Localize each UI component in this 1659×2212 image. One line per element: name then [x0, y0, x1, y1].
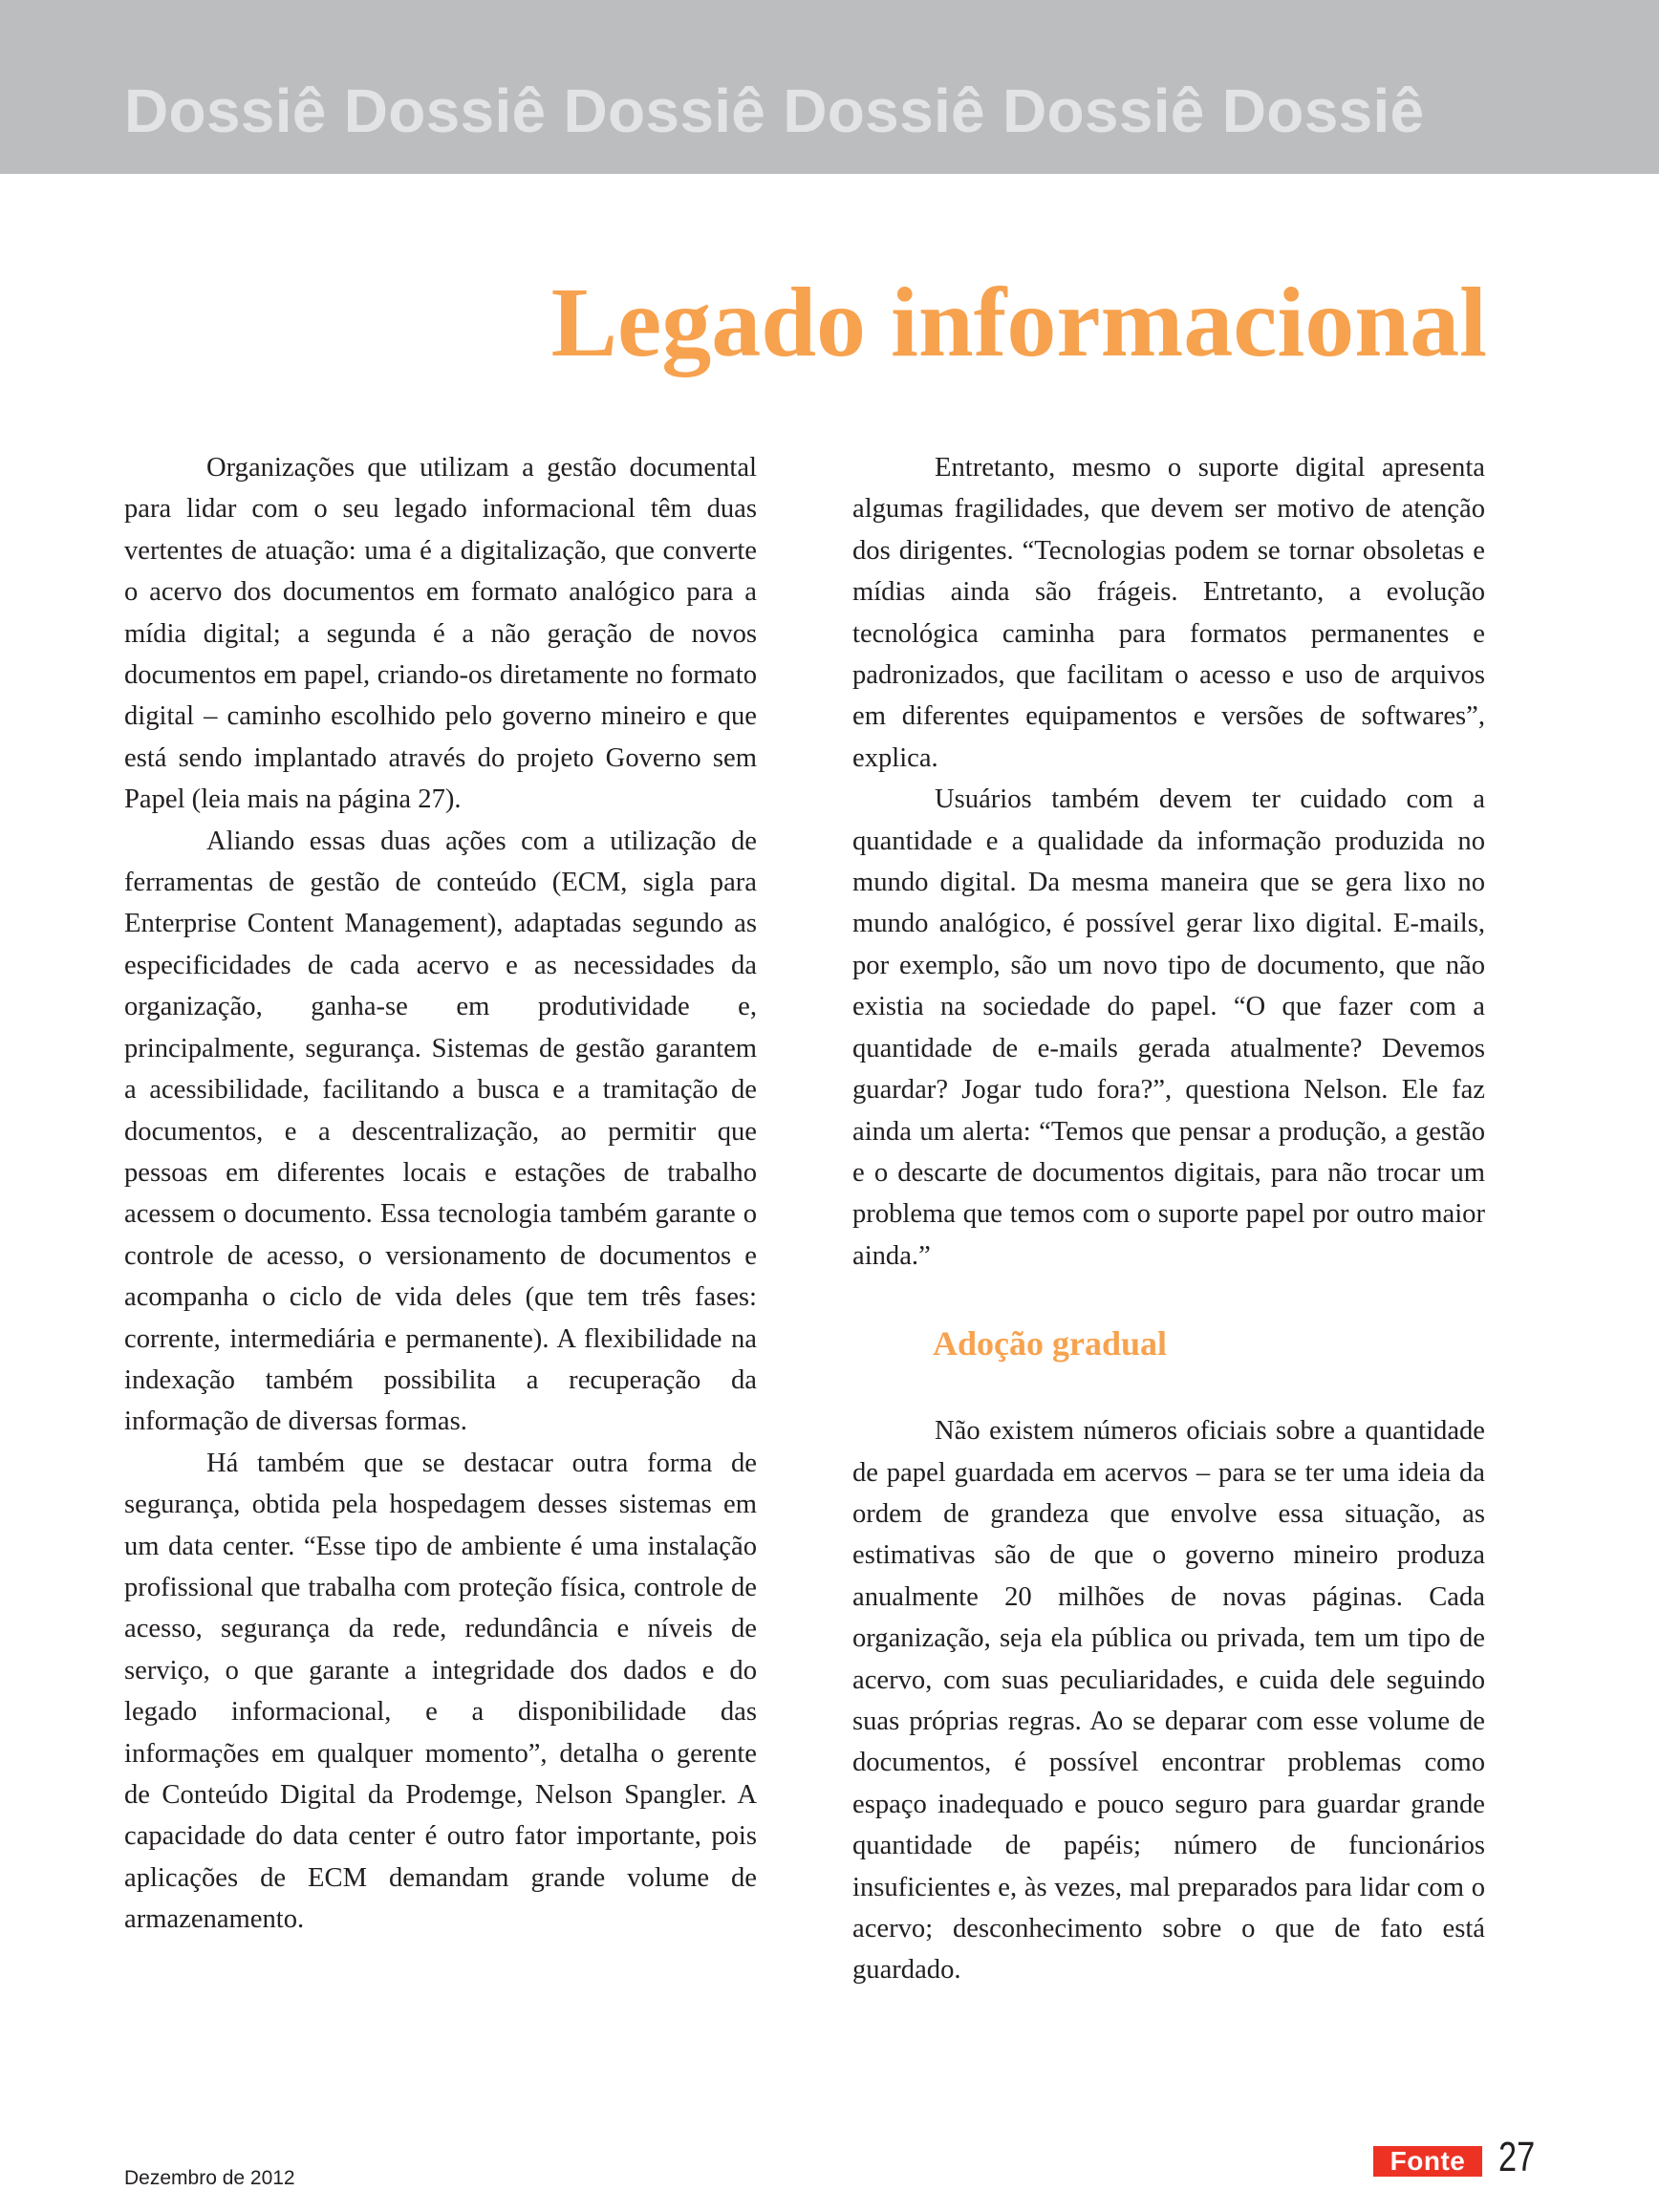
left-column: [124, 447, 757, 1941]
paragraph: Usuários também devem ter cuidado com a quantidade e a qualidade da informação produzida no mundo digital. Da mesma maneira que se gera lixo no mundo analógico, é possível gerar lixo digital. E-mails, por exemplo, são um novo tipo de documento, que não existia na sociedade do papel. “O que fazer com a quantidade de e-mails gerada atualmente? Devemos guardar? Jogar tudo fora?”, questiona Nelson. Ele faz ainda um alerta: “Temos que pensar a produção, a gestão e o descarte de documentos digitais, para não trocar um problema que temos com o suporte papel por outro maior ainda.”: [852, 784, 1485, 1271]
paragraph: Não existem números oficiais sobre a quantidade de papel guardada em acervos – para se ter uma ideia da ordem de grandeza que envolve essa situação, as estimativas são de que o governo mineiro produza anualmente 20 milhões de novas páginas. Cada organização, seja ela pública ou privada, tem um tipo de acervo, com suas peculiaridades, e cuida dele seguindo suas próprias regras. Ao se deparar com esse volume de documentos, é possível encontrar problemas como espaço inadequado e pouco seguro para guardar grande quantidade de papéis; número de funcionários insuficientes e, às vezes, mal preparados para lidar com o acervo; desconhecimento sobre o que de fato está guardado.: [852, 1416, 1485, 1986]
paragraph: Organizações que utilizam a gestão documental para lidar com o seu legado informacional têm duas vertentes de atuação: uma é a digitalização, que converte o acervo dos documentos em formato analógico para a mídia digital; a segunda é a não geração de novos documentos em papel, criando-os diretamente no formato digital – caminho escolhido pelo governo mineiro e que está sendo implantado através do projeto Governo sem Papel (leia mais na página 27).: [124, 453, 757, 815]
subheading: Adoção gradual: [933, 1324, 1168, 1364]
section-header-band: [0, 0, 1659, 174]
fonte-logo: Fonte: [1373, 2146, 1482, 2177]
paragraph: Entretanto, mesmo o suporte digital apresenta algumas fragilidades, que devem ser motivo de atenção dos dirigentes. “Tecnologias podem se tornar obsoletas e mídias ainda são frágeis. Entretanto, a evolução tecnológica caminha para formatos permanentes e padronizados, que facilitam o acesso e uso de arquivos em diferentes equipamentos e versões de softwares”, explica.: [852, 453, 1485, 773]
footer-date: Dezembro de 2012: [124, 2167, 295, 2189]
right-column: [852, 447, 1485, 1991]
section-header-text: Dossiê Dossiê Dossiê Dossiê Dossiê Dossiê: [124, 76, 1425, 145]
article-title: Legado informacional: [550, 268, 1487, 377]
paragraph: Aliando essas duas ações com a utilização de ferramentas de gestão de conteúdo (ECM, sigla para Enterprise Content Management), adaptadas segundo as especificidades de cada acervo e as necessidades da organização, ganha-se em produtividade e, principalmente, segurança. Sistemas de gestão garantem a acessibilidade, facilitando a busca e a tramitação de documentos, e a descentralização, ao permitir que pessoas em diferentes locais e estações de trabalho acessem o documento. Essa tecnologia também garante o controle de acesso, o versionamento de documentos e acompanha o ciclo de vida deles (que tem três fases: corrente, intermediária e permanente). A flexibilidade na indexação também possibilita a recuperação da informação de diversas formas.: [124, 826, 757, 1437]
page-number: 27: [1498, 2134, 1536, 2180]
paragraph: Há também que se destacar outra forma de segurança, obtida pela hospedagem desses sistemas em um data center. “Esse tipo de ambiente é uma instalação profissional que trabalha com proteção física, controle de acesso, segurança da rede, redundância e níveis de serviço, o que garante a integridade dos dados e do legado informacional, e a disponibilidade das informações em qualquer momento”, detalha o gerente de Conteúdo Digital da Prodemge, Nelson Spangler. A capacidade do data center é outro fator importante, pois aplicações de ECM demandam grande volume de armazenamento.: [124, 1448, 757, 1935]
